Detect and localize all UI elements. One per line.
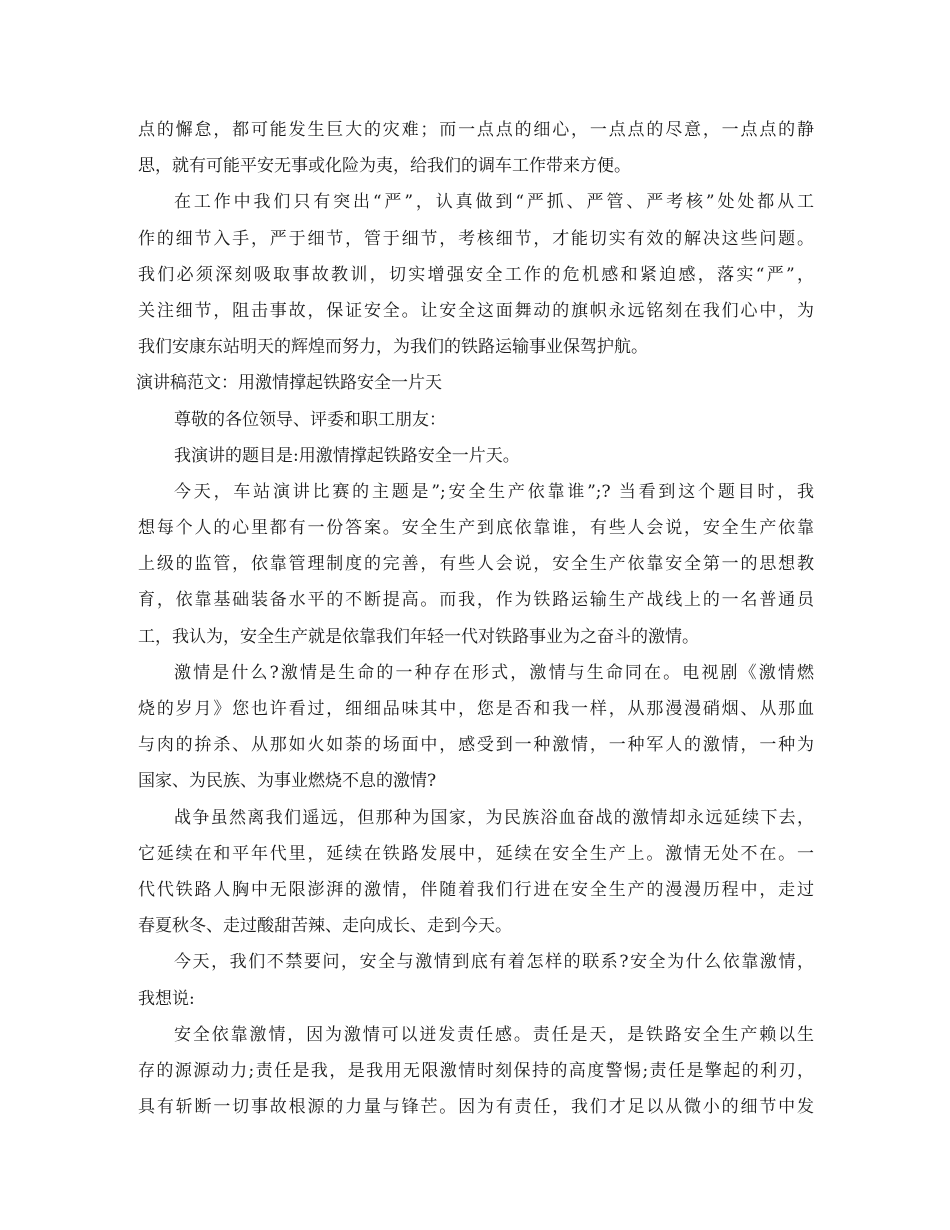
text-line: 与肉的拚杀、从那如火如荼的场面中，感受到一种激情，一种军人的激情，一种为 [138, 735, 814, 756]
text-line: 点的懈怠，都可能发生巨大的灾难；而一点点的细心，一点点的尽意，一点点的静 [138, 120, 814, 140]
text-line: 想每个人的心里都有一份答案。安全生产到底依靠谁，有些人会说，安全生产依靠 [138, 518, 814, 539]
text-line: 代代铁路人胸中无限澎湃的激情，伴随着我们行进在安全生产的漫漫历程中，走过 [138, 879, 814, 900]
paragraph-start: 今天，车站演讲比赛的主题是”;安全生产依靠谁”;? 当看到这个题目时，我 [174, 481, 814, 502]
paragraph-start: 在工作中我们只有突出“严”，认真做到“严抓、严管、严考核”处处都从工 [174, 192, 814, 213]
text-line: 我们必须深刻吸取事故教训，切实增强安全工作的危机感和紧迫感，落实“严”， [138, 264, 814, 285]
text-line: 工，我认为，安全生产就是依靠我们年轻一代对铁路事业为之奋斗的激情。 [138, 626, 699, 647]
section-title: 演讲稿范文：用激情撑起铁路安全一片天 [136, 373, 442, 394]
text-line: 上级的监管，依靠管理制度的完善，有些人会说，安全生产依靠安全第一的思想教 [138, 554, 814, 575]
paragraph-start: 安全依靠激情，因为激情可以迸发责任感。责任是天，是铁路安全生产赖以生 [174, 1024, 814, 1045]
paragraph-start: 激情是什么?激情是生命的一种存在形式，激情与生命同在。电视剧《激情燃 [174, 662, 814, 683]
text-line: 我们安康东站明天的辉煌而努力，为我们的铁路运输事业保驾护航。 [138, 337, 648, 358]
text-line: 烧的岁月》您也许看过，细细品味其中，您是否和我一样，从那漫漫硝烟、从那血 [138, 699, 814, 719]
body-text [138, 112, 814, 1125]
text-line: 国家、为民族、为事业燃烧不息的激情? [138, 771, 437, 792]
salutation: 尊敬的各位领导、评委和职工朋友： [174, 409, 446, 430]
text-line: 作的细节入手，严于细节，管于细节，考核细节，才能切实有效的解决这些问题。 [138, 228, 814, 249]
text-line: 关注细节，阻击事故，保证安全。让安全这面舞动的旗帜永远铭刻在我们心中，为 [138, 300, 814, 321]
text-line: 育，依靠基础装备水平的不断提高。而我，作为铁路运输生产战线上的一名普通员 [138, 590, 814, 611]
paragraph-start: 我演讲的题目是:用激情撑起铁路安全一片天。 [174, 445, 520, 466]
paragraph-start: 今天，我们不禁要问，安全与激情到底有着怎样的联系?安全为什么依靠激情， [174, 952, 814, 973]
text-line: 存的源源动力;责任是我，是我用无限激情时刻保持的高度警惕;责任是擎起的利刃， [138, 1060, 814, 1081]
paragraph-start: 战争虽然离我们遥远，但那种为国家，为民族浴血奋战的激情却永远延续下去， [174, 807, 814, 828]
text-line: 它延续在和平年代里，延续在铁路发展中，延续在安全生产上。激情无处不在。一 [138, 843, 814, 864]
text-line: 春夏秋冬、走过酸甜苦辣、走向成长、走到今天。 [138, 916, 512, 937]
text-line: 具有斩断一切事故根源的力量与锋芒。因为有责任，我们才足以从微小的细节中发 [138, 1097, 814, 1118]
text-line: 思，就有可能平安无事或化险为夷，给我们的调车工作带来方便。 [138, 156, 631, 177]
text-line: 我想说: [138, 988, 195, 1009]
